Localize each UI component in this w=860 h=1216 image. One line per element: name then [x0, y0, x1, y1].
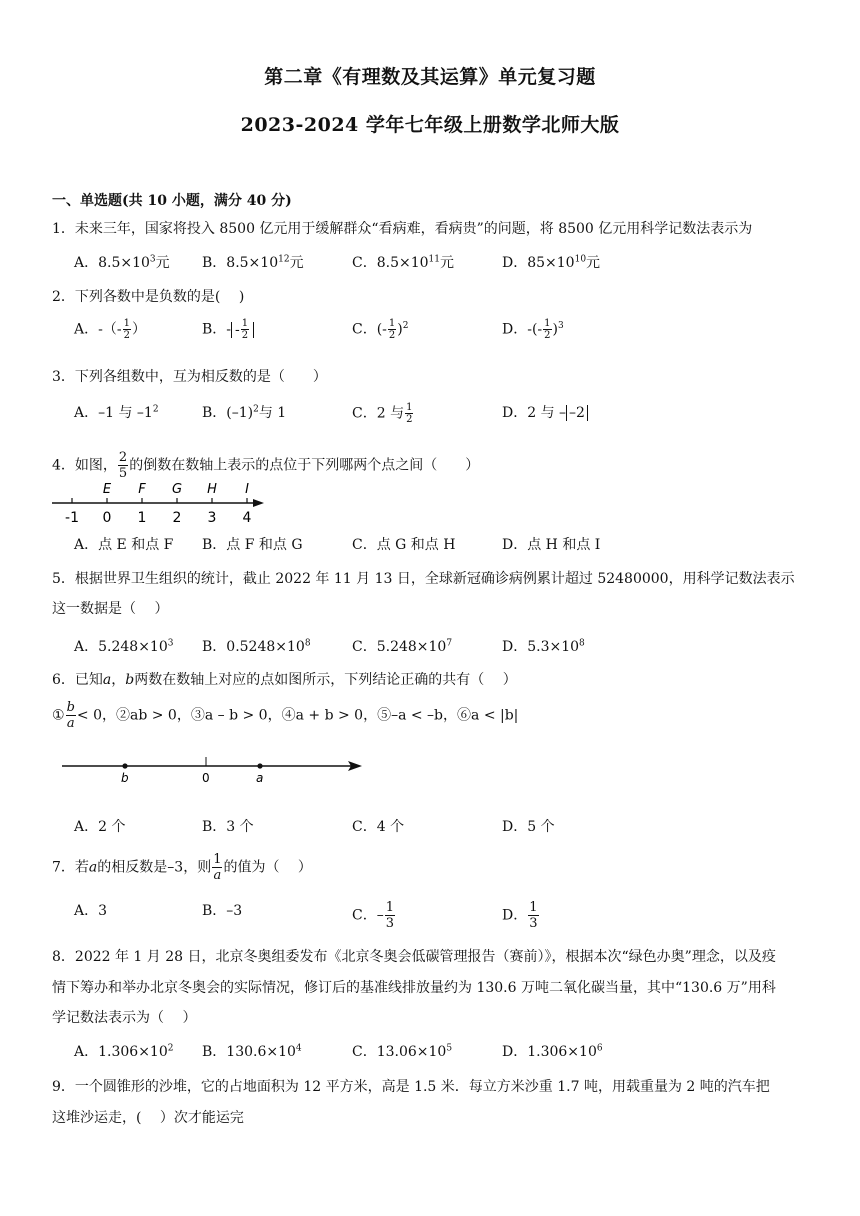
q4-axis-arrow — [253, 499, 264, 507]
document-title: 第二章《有理数及其运算》单元复习题 — [264, 66, 596, 88]
q8-option-c: C．$13.06\times 10^5$ — [352, 1043, 453, 1060]
q1-option-c: C．$8.5\times 10^{11}$元 — [352, 254, 454, 271]
q1-option-d: D．$85\times 10^{10}$元 — [502, 254, 601, 271]
q6-label-b: b — [121, 771, 129, 785]
q8-option-b: B．$130.6\times 10^4$ — [202, 1043, 302, 1060]
q4-option-a: A．点 E 和点 F — [74, 537, 174, 553]
question-6-text: 6．已知a，b两数在数轴上对应的点如图所示，下列结论正确的共有（ ） — [52, 672, 517, 688]
question-8-text-line2: 情下筹办和举办北京冬奥会的实际情况，修订后的基准线排放量约为 130.6 万吨二氧化碳当量，其中“130.6 万”用科 — [52, 980, 776, 996]
q4-option-d: D．点 H 和点 I — [502, 537, 601, 553]
q6-label-0: 0 — [202, 771, 210, 785]
q4-tick-label: 2 — [172, 510, 182, 526]
q3-option-d: D．2 与 – –2 — [502, 402, 588, 422]
q5-option-a: A．$5.248\times 10^3$ — [74, 638, 174, 655]
q2-option-d: D．-(- $\frac{1}{2}$ )$^3$ — [502, 318, 564, 341]
section-heading: 一、单选题(共 10 小题，满分 40 分) — [52, 193, 292, 209]
q1-option-a: A．$8.5\times 10^3$元 — [74, 254, 170, 271]
question-2-text: 2．下列各数中是负数的是( ) — [52, 289, 245, 305]
q6-number-line — [60, 752, 366, 786]
q7-option-a: A．3 — [74, 903, 108, 919]
q6-option-c: C．4 个 — [352, 819, 405, 835]
q7-option-d: D． $\frac{1}{3}$ — [502, 900, 538, 931]
document-subtitle: 2023-2024 学年七年级上册数学北师大版 — [240, 114, 620, 136]
q1-option-b: B．$8.5\times 10^{12}$元 — [202, 254, 304, 271]
q4-tick-label: 3 — [207, 510, 217, 526]
q3-option-c: C．2 与 $\frac{1}{2}$ — [352, 402, 413, 425]
q4-tick-label: 4 — [242, 510, 252, 526]
q5-option-b: B．$0.5248\times 10^8$ — [202, 638, 311, 655]
q6-point-a — [257, 763, 262, 768]
q6-option-d: D．5 个 — [502, 819, 555, 835]
q6-conclusions: ① $\frac{b}{a}$ < 0，②ab > 0，③a – b > 0，④a + b > 0，⑤–a < –b，⑥a < |b| — [52, 700, 519, 731]
question-1-text: 1．未来三年，国家将投入 8500 亿元用于缓解群众“看病难，看病贵”的问题，将 8500 亿元用科学记数法表示为 — [52, 221, 753, 237]
q5-option-d: D．$5.3\times 10^8$ — [502, 638, 585, 655]
q2-option-c: C．(- $\frac{1}{2}$ )$^2$ — [352, 318, 409, 341]
q6-label-a: a — [256, 771, 264, 785]
q4-tick-label: 0 — [102, 510, 112, 526]
q3-option-b: B．$(-1)^2$与 1 — [202, 404, 287, 421]
q6-point-b — [122, 763, 127, 768]
q4-point-letter: G — [171, 482, 183, 497]
q3-option-a: A．–1 与 $-1^2$ — [74, 404, 159, 421]
q2-option-a: A．-（- $\frac{1}{2}$ ） — [74, 318, 146, 341]
q4-number-line — [52, 476, 276, 528]
q4-tick-label: -1 — [65, 510, 79, 526]
q4-option-c: C．点 G 和点 H — [352, 537, 456, 553]
question-5-text-line1: 5．根据世界卫生组织的统计，截止 2022 年 11 月 13 日，全球新冠确诊病例累计超过 52480000，用科学记数法表示 — [52, 571, 795, 587]
question-7-text: 7．若a的相反数是–3，则 $\frac{1}{a}$ 的值为（ ） — [52, 852, 312, 883]
q4-point-letter: I — [245, 482, 249, 497]
question-9-text-line2: 这堆沙运走，( ）次才能运完 — [52, 1110, 244, 1126]
q2-option-b: B．- - $\frac{1}{2}$ — [202, 318, 254, 341]
question-4-text: 4．如图， $\frac{2}{5}$ 的倒数在数轴上表示的点位于下列哪两个点之间（ ） — [52, 450, 480, 481]
q6-option-a: A．2 个 — [74, 819, 126, 835]
question-8-text-line3: 学记数法表示为（ ） — [52, 1010, 197, 1026]
q4-point-letter: E — [102, 482, 112, 497]
q4-tick-label: 1 — [137, 510, 147, 526]
q8-option-a: A．$1.306\times 10^2$ — [74, 1043, 174, 1060]
q8-option-d: D．$1.306\times 10^6$ — [502, 1043, 603, 1060]
q4-point-letter: H — [207, 482, 217, 497]
q5-option-c: C．$5.248\times 10^7$ — [352, 638, 453, 655]
q6-option-b: B．3 个 — [202, 819, 254, 835]
q7-option-b: B．–3 — [202, 903, 243, 919]
question-9-text-line1: 9．一个圆锥形的沙堆，它的占地面积为 12 平方米，高是 1.5 米．每立方米沙重 1.7 吨，用载重量为 2 吨的汽车把 — [52, 1079, 770, 1095]
question-3-text: 3．下列各组数中，互为相反数的是（ ） — [52, 369, 327, 385]
question-5-text-line2: 这一数据是（ ） — [52, 601, 169, 617]
q7-option-c: C．– $\frac{1}{3}$ — [352, 900, 394, 931]
q4-option-b: B．点 F 和点 G — [202, 537, 303, 553]
q4-point-letter: F — [138, 482, 146, 497]
question-8-text-line1: 8．2022 年 1 月 28 日，北京冬奥组委发布《北京冬奥会低碳管理报告（赛前）》，根据本次“绿色办奥”理念，以及疫 — [52, 949, 776, 965]
